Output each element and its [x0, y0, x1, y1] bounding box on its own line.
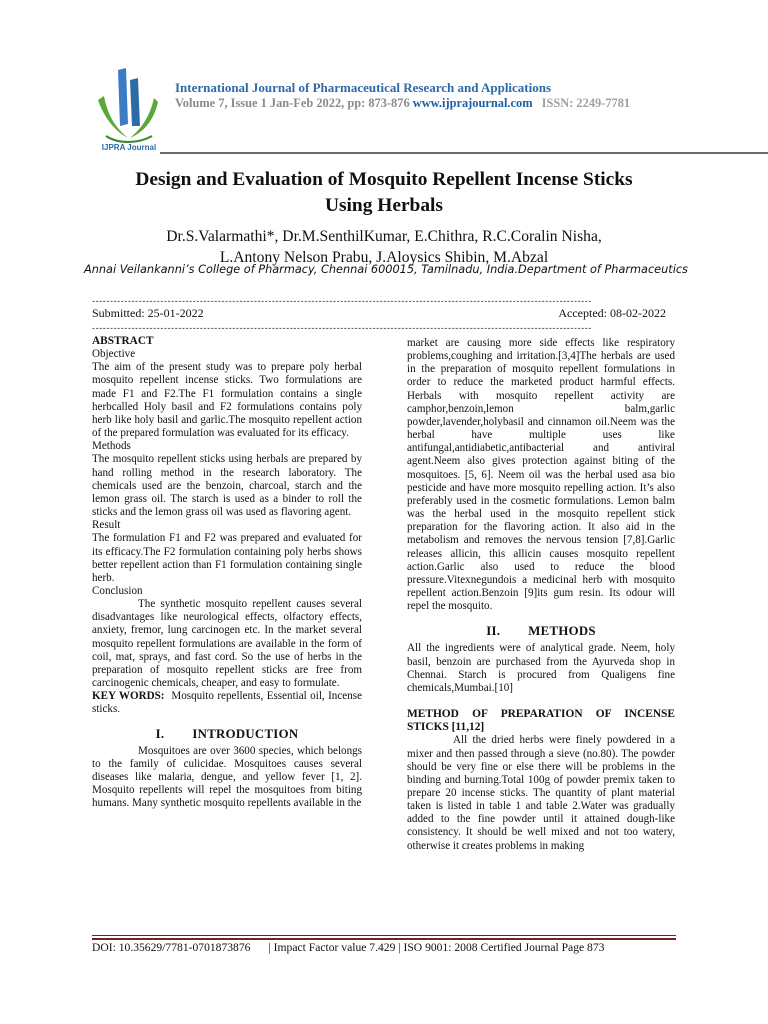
- introduction-text-left: Mosquitoes are over 3600 species, which belongs to the family of culicidae. Mosquitoes causes several diseases like malaria, dengue, and yellow fever [1, 2]. Mosquito repellents will repel the mosquitoes from biting humans. Many synthetic mosquito repellents available in the: [92, 744, 362, 810]
- keywords-label: KEY WORDS:: [92, 690, 165, 703]
- authors-line-2: L.Antony Nelson Prabu, J.Aloysics Shibin, M.Abzal: [219, 249, 549, 266]
- objective-text: The aim of the present study was to prepare poly herbal mosquito repellent incense sticks. Two formulations are made F1 and F2.The F1 formulation contains a single herbcalled Holy basil and F2 formulations contains poly herb like holy basil and garlic.The mosquito repellent action of the prepared formulation was evaluated for its efficacy.: [92, 361, 362, 440]
- introduction-heading: [92, 728, 362, 741]
- title-line-2: Using Herbals: [325, 195, 443, 216]
- right-column: [407, 337, 675, 853]
- methods-text: The mosquito repellent sticks using herbals are prepared by hand rolling method in the research laboratory. The chemicals used are the benzoin, charcoal, starch and the lemon grass oil. The starch is used as a binder to roll the sticks and the lemon grass oil was used as flavoring agent.: [92, 453, 362, 519]
- journal-logo: [94, 66, 164, 152]
- dash-divider-bottom: -------------------------------------------------------------------------------------------------------------------------------------------: [92, 323, 592, 333]
- result-label: Result: [92, 519, 121, 532]
- dash-divider-top: -------------------------------------------------------------------------------------------------------------------------------------------: [92, 296, 592, 306]
- accepted-date: Accepted: 08-02-2022: [558, 306, 666, 320]
- conclusion-text: The synthetic mosquito repellent causes several disadvantages like neurological effects, olfactory effects, anxiety, fremor, lung carcinogen etc. In the market several mosquito repellent formulations are available in the form of coil, mat, sprays, and fast cord. So the use of herbs in the preparation of mosquito repellent sticks are free from carcinogenic chemicals, cheaper, and easy to formulate.: [92, 598, 362, 690]
- issn: ISSN: 2249-7781: [541, 96, 631, 110]
- methods-heading: [407, 625, 675, 638]
- logo-blue-bar-2: [130, 78, 140, 126]
- footer-doi[interactable]: DOI: 10.35629/7781-0701873876: [92, 941, 251, 954]
- introduction-text-right: market are causing more side effects like respiratory problems,coughing and irritation.[3,4]The herbals are used in the preparation of mosquito repellent formulations in order to reduce the marketed product harmful effects. Herbals with mosquito repellent activity are camphor,benzoin,lemon balm,garlic powder,lavender,holybasil and cinnamon oil.Neem was the herbal have multiple uses like antifungal,antidiabetic,antibacterial and antiviral agent.Neem also gives protection against biting of the mosquitoes. [5, 6]. Neem oil was the herbal used asa bio pesticide and have more mosquito repelling action. It’s also preferably used in the cosmetic formulations. Lemon balm was the herbal used in the mosquito repellent stick preparation for the flavoring action. It also aid in the metabolism and removes the nervous tension [7,8].Garlic releases allicin, this allicin causes mosquito repellent action.Garlic also used to reduce the blood pressure.Vitexnegundois a medicinal herb with mosquito repellent action.Benzoin [9]its gum resin. Its odour will repel the mosquito.: [407, 337, 675, 613]
- authors: [84, 226, 684, 268]
- introduction-number: I.: [155, 726, 165, 741]
- keywords: [92, 690, 362, 716]
- keywords-text: Mosquito repellents, Essential oil, Incense sticks.: [92, 690, 362, 716]
- journal-url[interactable]: www.ijprajournal.com: [412, 96, 533, 110]
- preparation-heading: METHOD OF PREPARATION OF INCENSE STICKS [11,12]: [407, 708, 675, 734]
- footer: [92, 941, 676, 954]
- footer-rule: [92, 935, 676, 936]
- logo-blue-bar: [118, 68, 128, 126]
- abstract-heading: ABSTRACT: [92, 335, 154, 347]
- authors-line-1: Dr.S.Valarmathi*, Dr.M.SenthilKumar, E.Chithra, R.C.Coralin Nisha,: [166, 228, 602, 245]
- journal-issue-line: [175, 96, 630, 111]
- volume-info: Volume 7, Issue 1 Jan-Feb 2022, pp: 873-876: [175, 96, 410, 110]
- conclusion-label: Conclusion: [92, 584, 143, 597]
- methods-text: All the ingredients were of analytical grade. Neem, holy basil, benzoin are purchased from the Ayurveda shop in Chennai. Starch is procured from Qualigens fine chemicals,Mumbai.[10]: [407, 642, 675, 694]
- header-rule: [160, 152, 768, 154]
- footer-iso: | ISO 9001: 2008 Certified Journal Page 873: [398, 941, 605, 954]
- preparation-text: All the dried herbs were finely powdered in a mixer and then passed through a sieve (no.80). The powder should be very fine or else there will be problems in the binding and burning.Total 100g of powder premix taken to prepare 20 incense sticks. The quantity of plant material taken is listed in table 1 and table 2.Water was gradually added to the fine powder until it attained dough-like consistency. It should be well mixed and not too watery, otherwise it creates problems in making: [407, 734, 675, 852]
- journal-name: International Journal of Pharmaceutical Research and Applications: [175, 80, 552, 95]
- methods-label: Methods: [92, 440, 131, 453]
- methods-number: II.: [486, 624, 501, 639]
- result-text: The formulation F1 and F2 was prepared and evaluated for its efficacy.The F2 formulation containing poly herbs shows better repellent action than F1 formulation containing single herb.: [92, 532, 362, 584]
- logo-caption: IJPRA Journal: [101, 143, 157, 152]
- submitted-date: Submitted: 25-01-2022: [92, 306, 204, 320]
- objective-label: Objective: [92, 348, 136, 361]
- footer-impact: | Impact Factor value 7.429: [268, 941, 396, 954]
- title-line-1: Design and Evaluation of Mosquito Repellent Incense Sticks: [135, 169, 633, 190]
- paper-title: [84, 167, 684, 219]
- footer-rule-thick: [92, 938, 676, 940]
- left-column: [92, 335, 362, 810]
- introduction-title: INTRODUCTION: [192, 726, 299, 741]
- dates-row: [92, 306, 666, 321]
- affiliation: Annai Veilankanni’s College of Pharmacy, Chennai 600015, Tamilnadu, India.Department of Pharmaceutics: [84, 263, 688, 276]
- methods-title: METHODS: [528, 624, 596, 639]
